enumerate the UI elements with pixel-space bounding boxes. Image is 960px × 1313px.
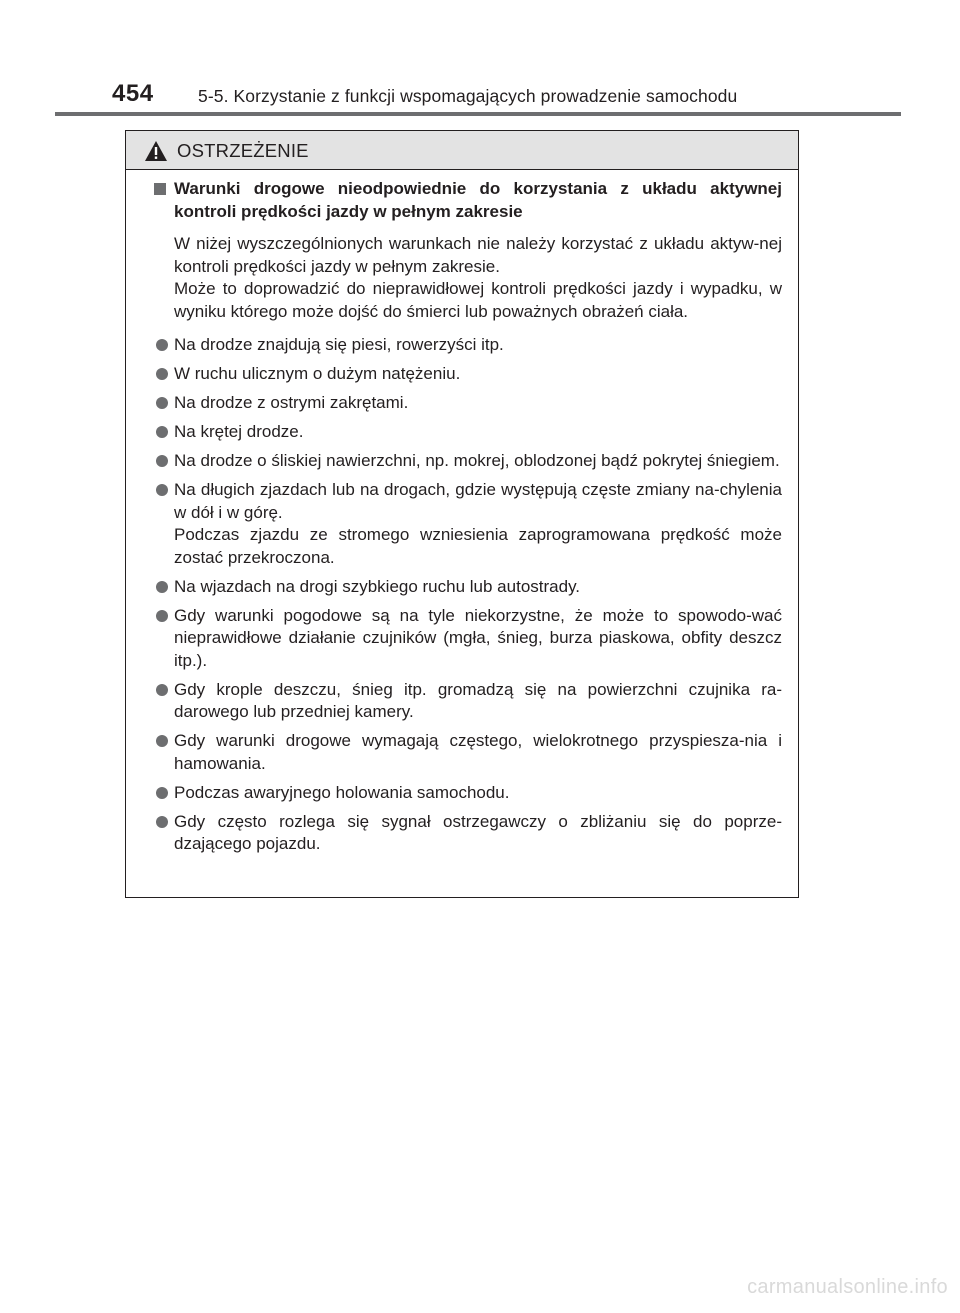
list-item: W ruchu ulicznym o dużym natężeniu. [152, 363, 782, 386]
list-item: Gdy warunki drogowe wymagają częstego, wielokrotnego przyspiesza-nia i hamowania. [152, 730, 782, 775]
page-number: 454 [112, 80, 154, 107]
watermark: carmanualsonline.info [747, 1276, 948, 1298]
header-rule [55, 112, 901, 116]
warning-subheading-text: Warunki drogowe nieodpowiednie do korzystania z układu aktywnej kontroli prędkości jazdy w pełnym zakresie [174, 179, 782, 221]
list-item: Na wjazdach na drogi szybkiego ruchu lub autostrady. [152, 576, 782, 599]
warning-intro [152, 233, 782, 323]
list-item: Na drodze z ostrymi zakrętami. [152, 392, 782, 415]
list-item: Na krętej drodze. [152, 421, 782, 444]
warning-subheading [152, 178, 782, 223]
list-item-note: Podczas zjazdu ze stromego wzniesienia zaprogramowana prędkość może zostać przekroczona. [174, 525, 782, 567]
warning-triangle-icon [144, 140, 168, 162]
warning-header [126, 131, 798, 170]
warning-body [126, 178, 798, 862]
list-item: Na drodze znajdują się piesi, rowerzyści itp. [152, 334, 782, 357]
condition-list [152, 334, 782, 856]
square-bullet-icon [154, 183, 166, 195]
warning-label: OSTRZEŻENIE [177, 140, 309, 161]
list-item: Podczas awaryjnego holowania samochodu. [152, 782, 782, 805]
intro-paragraph: Może to doprowadzić do nieprawidłowej kontroli prędkości jazdy i wypadku, w wyniku którego może dojść do śmierci lub poważnych obrażeń ciała. [174, 279, 782, 321]
list-item: Na drodze o śliskiej nawierzchni, np. mokrej, oblodzonej bądź pokrytej śniegiem. [152, 450, 782, 473]
list-item: Na długich zjazdach lub na drogach, gdzie występują częste zmiany na-chylenia w dół i w górę. Podczas zjazdu ze stromego wzniesienia zaprogramowana prędkość może zostać przekroczona. [152, 479, 782, 569]
list-item: Gdy krople deszczu, śnieg itp. gromadzą się na powierzchni czujnika ra-darowego lub przedniej kamery. [152, 679, 782, 724]
intro-paragraph: W niżej wyszczególnionych warunkach nie należy korzystać z układu aktyw-nej kontroli prędkości jazdy w pełnym zakresie. [174, 234, 782, 276]
warning-box [125, 130, 799, 898]
list-item: Gdy często rozlega się sygnał ostrzegawczy o zbliżaniu się do poprze-dzającego pojazdu. [152, 811, 782, 856]
section-title: 5-5. Korzystanie z funkcji wspomagających prowadzenie samochodu [198, 86, 738, 106]
list-item: Gdy warunki pogodowe są na tyle niekorzystne, że może to spowodo-wać nieprawidłowe działanie czujników (mgła, śnieg, burza piaskowa, obfity deszcz itp.). [152, 605, 782, 673]
